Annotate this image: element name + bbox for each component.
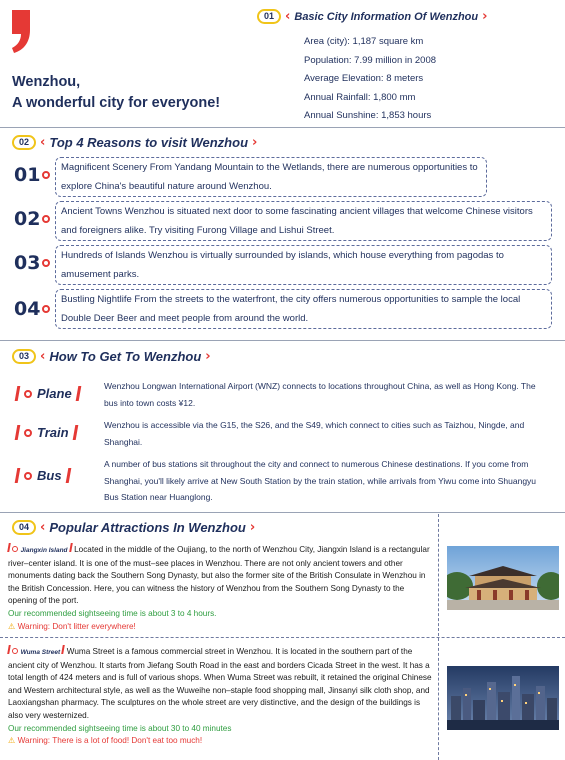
reason-card: Hundreds of Islands Wenzhou is virtually surrounded by islands, which house everything from pagodas to amusement parks.	[55, 245, 552, 285]
city-title	[12, 72, 232, 114]
reason-number: 03	[14, 252, 50, 274]
basic-info-item: Annual Sunshine: 1,853 hours	[304, 110, 432, 121]
accent-bar	[65, 468, 71, 483]
accent-bar	[15, 425, 21, 440]
city-tagline: A wonderful city for everyone!	[12, 95, 221, 111]
attraction-wuma	[8, 645, 433, 748]
accent-bar	[75, 386, 81, 401]
reason-card: Ancient Towns Wenzhou is situated next door to some fascinating ancient villages that welcome Chinese visitors and foreigners alike. Try visiting Furong Village and Lishui Street.	[55, 201, 552, 241]
chevron-right-icon: ›	[249, 520, 256, 535]
basic-info-item: Population: 7.99 million in 2008	[304, 54, 437, 66]
transport-label-bus	[16, 468, 70, 483]
basic-info-item: Average Elevation: 8 meters	[304, 73, 424, 84]
quote-mark-icon	[10, 8, 36, 54]
warning-icon: ⚠	[8, 736, 16, 746]
ring-icon	[42, 305, 50, 313]
transport-desc: Wenzhou is accessible via the G15, the S26, and the S49, which connect to cities such as Taizhou, Ningde, and Shanghai.	[104, 420, 525, 447]
chevron-left-icon: ‹	[40, 135, 46, 150]
wuma-street-photo	[447, 666, 559, 730]
accent-bar	[7, 543, 11, 552]
chevron-left-icon: ‹	[40, 520, 46, 535]
reasons-title: Top 4 Reasons to visit Wenzhou	[49, 135, 249, 150]
chevron-right-icon: ›	[252, 135, 258, 150]
reason-number: 02	[14, 208, 50, 230]
attraction-tag: Jiangxin Island	[20, 547, 68, 554]
section-badge: 04	[12, 520, 36, 535]
attraction-text: Located in the middle of the Oujiang, to the north of Wenzhou City, Jiangxin Island is a rectangular river–center island. It is one of the must–see places in Wenzhou. There are not only ancient towers and other monuments dating back the Southern Song Dynasty, but also the former site of the British Consulate in Wenzhou in the British Concession. Here, you can witness the history of Wenzhou from the Southern Song Dynasty to the opening of the port.	[8, 545, 430, 606]
circle-icon	[24, 390, 32, 398]
reason-number: 01	[14, 164, 50, 186]
accent-bar	[72, 425, 78, 440]
attraction-text: Wuma Street is a famous commercial street in Wenzhou. It is located in the southern part of the ancient city of Wenzhou. It starts from Jiefang South Road in the east and borders Cicada Street in the west. It has a total length of 424 meters and is full of various shops. When Wuma Street was rebuilt, it retained the original Chinese and Western architectural style, as well as the Wuweihe non–staple food shopping mall, Jinsanyi silk cloth shop, and Laoxiangshan pharmacy. The sculptures on the whole street are very distinctive, and the design of the buildings is also very westernized.	[8, 647, 432, 720]
section-badge: 01	[257, 9, 281, 24]
accent-bar	[7, 645, 11, 654]
transport-label-plane	[16, 386, 80, 401]
accent-bar	[15, 468, 21, 483]
attraction-tag: Wuma Street	[20, 649, 61, 656]
attraction-warning: Warning: There is a lot of food! Don't eat too much!	[17, 736, 203, 746]
accent-bar	[62, 645, 66, 654]
attraction-time: Our recommended sightseeing time is about 30 to 40 minutes	[8, 723, 232, 733]
circle-icon	[24, 429, 32, 437]
attraction-jiangxin	[8, 543, 433, 633]
attraction-warning: Warning: Don't litter everywhere!	[17, 621, 136, 631]
chevron-left-icon: ‹	[285, 9, 291, 24]
transport-label: Plane	[37, 386, 72, 401]
reasons-header	[12, 135, 257, 150]
reason-card: Bustling Nightlife From the streets to the waterfront, the city offers numerous opportunities to sample the local Double Deer Beer and meet people from around the world.	[55, 289, 552, 329]
chevron-left-icon: ‹	[40, 349, 46, 364]
reason-number: 04	[14, 298, 50, 320]
basic-info-item: Area (city): 1,187 square km	[304, 36, 424, 47]
section-badge: 02	[12, 135, 36, 150]
transport-label-train	[16, 425, 77, 440]
row-divider	[0, 637, 565, 638]
accent-bar	[15, 386, 21, 401]
transport-desc: A number of bus stations sit throughout the city and connect to numerous Chinese destinations. If you come from Shanghai, you'll likely arrive at New South Station by the train station, while arrivals from Yiwu come into Shuangyu Bus Station near Huanglong.	[104, 459, 537, 502]
divider	[0, 512, 565, 513]
transport-label: Train	[37, 425, 69, 440]
chevron-right-icon: ›	[482, 9, 488, 24]
basic-info-title: Basic City Information Of Wenzhou	[294, 10, 479, 23]
warning-icon: ⚠	[8, 621, 16, 631]
attractions-title: Popular Attractions In Wenzhou	[49, 520, 246, 535]
basic-info-list	[304, 33, 436, 126]
chevron-right-icon: ›	[205, 349, 211, 364]
transport-title: How To Get To Wenzhou	[49, 349, 202, 364]
attraction-time: Our recommended sightseeing time is about 3 to 4 hours.	[8, 608, 217, 618]
circle-icon	[24, 472, 32, 480]
circle-icon	[12, 648, 18, 654]
transport-label: Bus	[37, 468, 62, 483]
basic-info-header	[257, 9, 488, 24]
accent-bar	[69, 543, 73, 552]
divider	[0, 127, 565, 128]
city-name: Wenzhou,	[12, 74, 81, 90]
transport-desc: Wenzhou Longwan International Airport (WNZ) connects to locations throughout China, as well as Hong Kong. The bus into town costs ¥12.	[104, 381, 536, 408]
attractions-header	[12, 520, 255, 535]
section-badge: 03	[12, 349, 36, 364]
basic-info-item: Annual Rainfall: 1,800 mm	[304, 91, 416, 103]
divider	[0, 340, 565, 341]
ring-icon	[42, 171, 50, 179]
transport-header	[12, 349, 211, 364]
ring-icon	[42, 259, 50, 267]
ring-icon	[42, 215, 50, 223]
circle-icon	[12, 546, 18, 552]
jiangxin-island-photo	[447, 546, 559, 610]
reason-card: Magnificent Scenery From Yandang Mountain to the Wetlands, there are numerous opportunities to explore China's beautiful nature around Wenzhou.	[55, 157, 487, 197]
